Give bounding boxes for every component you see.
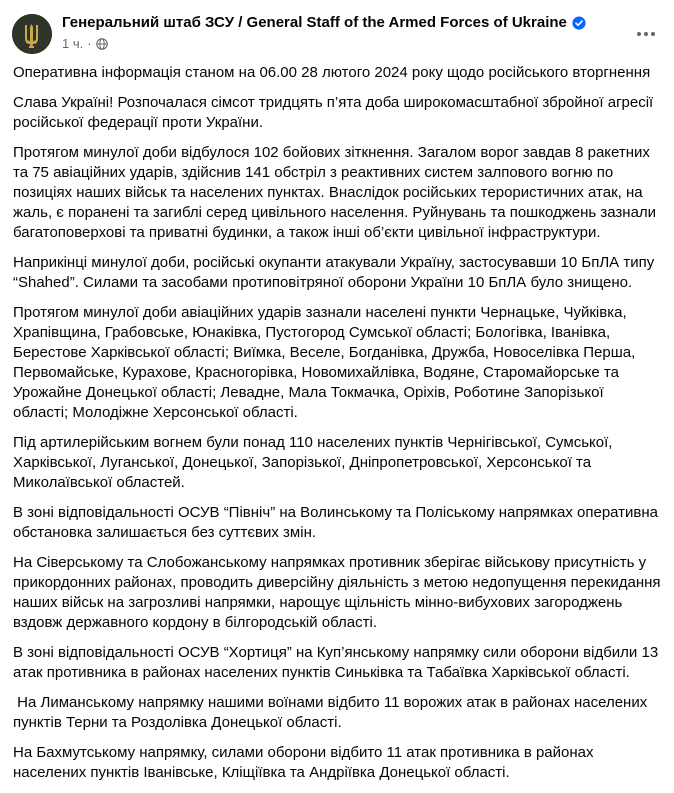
post-paragraph: В зоні відповідальності ОСУВ “Північ” на Волинському та Поліському напрямках оперативна обстановка залишається без суттєвих змін.	[13, 504, 663, 541]
post-paragraph: Протягом минулої доби авіаційних ударів зазнали населені пункти Чернацьке, Чуйківка, Храпівщина, Грабовське, Юнаківка, Пустогород Сумської області; Бологівка, Іванівка, Берестове Харківської області; Виїмка, Веселе, Богданівка, Дружба, Новоселівка Перша, Первомайське, Курахове, Красногорівка, Новомихайлівка, Водяне, Старомайорське та Урожайне Донецької області; Левадне, Мала Токмачка, Оріхів, Роботине Запорізької області; Молодіжне Херсонської області.	[13, 304, 640, 421]
post-meta	[62, 36, 108, 52]
verified-badge-icon	[572, 16, 586, 30]
post-paragraph: На Бахмутському напрямку, силами оборони відбито 11 атак противника в районах населених пунктів Іванівське, Кліщіївка та Андріївка Донецької області.	[13, 744, 598, 781]
author-line	[62, 13, 586, 33]
post-paragraph: На Сіверському та Слобожанському напрямках противник зберігає військову присутність у прикордонних районах, проводить диверсійну діяльність з метою недопущення перекидання наших військ на загрозливі напрямки, нарощує щільність мінно-вибухових загороджень вздовж державного кордону в білгородській області.	[13, 554, 665, 631]
post-paragraph: Під артилерійським вогнем були понад 110 населених пунктів Чернігівської, Сумської, Харківської, Луганської, Донецької, Запорізької, Дніпропетровської, Херсонської та Миколаївської областей.	[13, 434, 617, 491]
more-options-button[interactable]	[632, 20, 660, 48]
post-timestamp[interactable]: 1 ч.	[62, 36, 84, 51]
meta-separator: ·	[87, 36, 92, 51]
more-options-icon	[636, 31, 656, 37]
avatar[interactable]	[12, 14, 52, 54]
post-paragraph-title: Оперативна інформація станом на 06.00 28 лютого 2024 року щодо російського вторгнення	[13, 64, 651, 81]
post-paragraph: Слава Україні! Розпочалася сімсот тридцять п’ята доба широкомасштабної збройної агресії російської федерації проти України.	[13, 94, 658, 131]
army-trident-emblem-icon	[12, 14, 52, 54]
post-paragraph: Наприкінці минулої доби, російські окупанти атакували Україну, застосувавши 10 БпЛА типу “Shahed”. Силами та засобами протиповітряної оборони України 10 БпЛА було знищено.	[13, 254, 659, 291]
globe-icon	[96, 38, 108, 50]
post-header	[0, 0, 674, 62]
post-body	[13, 63, 663, 793]
post-paragraph: В зоні відповідальності ОСУВ “Хортиця” на Куп’янському напрямку сили оборони відбили 13 атак противника в районах населених пунктів Синьківка та Табаївка Харківської області.	[13, 644, 663, 681]
post-paragraph: Протягом минулої доби відбулося 102 бойових зіткнення. Загалом ворог завдав 8 ракетних та 75 авіаційних ударів, здійснив 141 обстріл з реактивних систем залпового вогню по позиціях наших військ та населених пунктах. Внаслідок російських терористичних атак, на жаль, є поранені та загиблі серед цивільного населення. Руйнувань та пошкоджень зазнали багатоповерхові та приватні будинки, а також інші об’єкти цивільної інфраструктури.	[13, 144, 661, 241]
author-name[interactable]: Генеральний штаб ЗСУ / General Staff of the Armed Forces of Ukraine	[62, 14, 567, 31]
post-paragraph: На Лиманському напрямку нашими воїнами відбито 11 ворожих атак в районах населених пунктів Терни та Роздолівка Донецької області.	[13, 694, 652, 731]
